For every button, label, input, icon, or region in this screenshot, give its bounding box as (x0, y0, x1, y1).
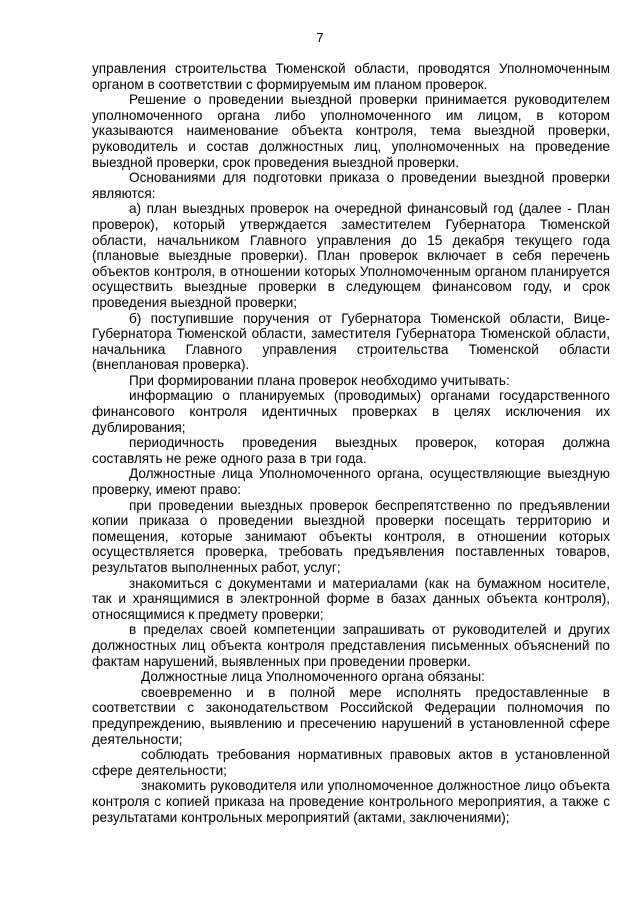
paragraph: б) поступившие поручения от Губернатора Тюменской области, Вице-Губернатора Тюменской области, заместителя Губернатора Тюменской области, начальника Главного управления строительства Тюменской области (внеплановая проверка). (92, 310, 610, 373)
paragraph: а) план выездных проверок на очередной финансовый год (далее - План проверок), который утверждается заместителем Губернатора Тюменской области, начальником Главного управления до 15 декабря текущего года (плановые выездные проверки). План проверок включает в себя перечень объектов контроля, в отношении которых Уполномоченным органом планируется осуществить выездные проверки в следующем финансовом году, и срок проведения выездной проверки; (92, 201, 610, 310)
paragraph: При формировании плана проверок необходимо учитывать: (129, 372, 510, 388)
paragraph: при проведении выездных проверок беспрепятственно по предъявлении копии приказа о проведении выездной проверки посещать территорию и помещения, которые занимают объекты контроля, в отношении которых осуществляется проверка, требовать предъявления поставленных товаров, результатов выполненных работ, услуг; (92, 497, 610, 575)
paragraph: своевременно и в полной мере исполнять предоставленные в соответствии с законодательством Российской Федерации полномочия по предупреждению, выявлению и пресечению нарушений в установленной сфере деятельности; (92, 684, 610, 747)
paragraph: периодичность проведения выездных проверок, которая должна составлять не реже одного раза в три года. (92, 435, 610, 466)
paragraph: информацию о планируемых (проводимых) органами государственного финансового контроля идентичных проверках в целях исключения их дублирования; (92, 388, 610, 435)
paragraph: Основаниями для подготовки приказа о проведении выездной проверки являются: (92, 170, 610, 201)
paragraph: знакомиться с документами и материалами (как на бумажном носителе, так и хранящимися в электронной форме в базах данных объекта контроля), относящимися к предмету проверки; (92, 575, 610, 622)
paragraph: соблюдать требования нормативных правовых актов в установленной сфере деятельности; (92, 747, 610, 778)
document-body (92, 61, 610, 825)
paragraph: Должностные лица Уполномоченного органа обязаны: (141, 669, 485, 685)
paragraph: знакомить руководителя или уполномоченное должностное лицо объекта контроля с копией приказа на проведение контрольного мероприятия, а также с результатами контрольных мероприятий (актами, заключениями); (92, 778, 610, 825)
paragraph: в пределах своей компетенции запрашивать от руководителей и других должностных лиц объекта контроля представления письменных объяснений по фактам нарушений, выявленных при проведении проверки. (92, 622, 610, 669)
paragraph: Должностные лица Уполномоченного органа, осуществляющие выездную проверку, имеют право: (92, 466, 610, 498)
paragraph: Решение о проведении выездной проверки принимается руководителем уполномоченного органа либо уполномоченного им лицом, в котором указываются наименование объекта контроля, тема выездной проверки, руководитель и состав должностных лиц, уполномоченных на проведение выездной проверки, срок проведения выездной проверки. (92, 92, 610, 170)
page-number: 7 (316, 30, 324, 45)
paragraph: управления строительства Тюменской области, проводятся Уполномоченным органом в соответствии с формируемым им планом проверок. (92, 61, 610, 92)
